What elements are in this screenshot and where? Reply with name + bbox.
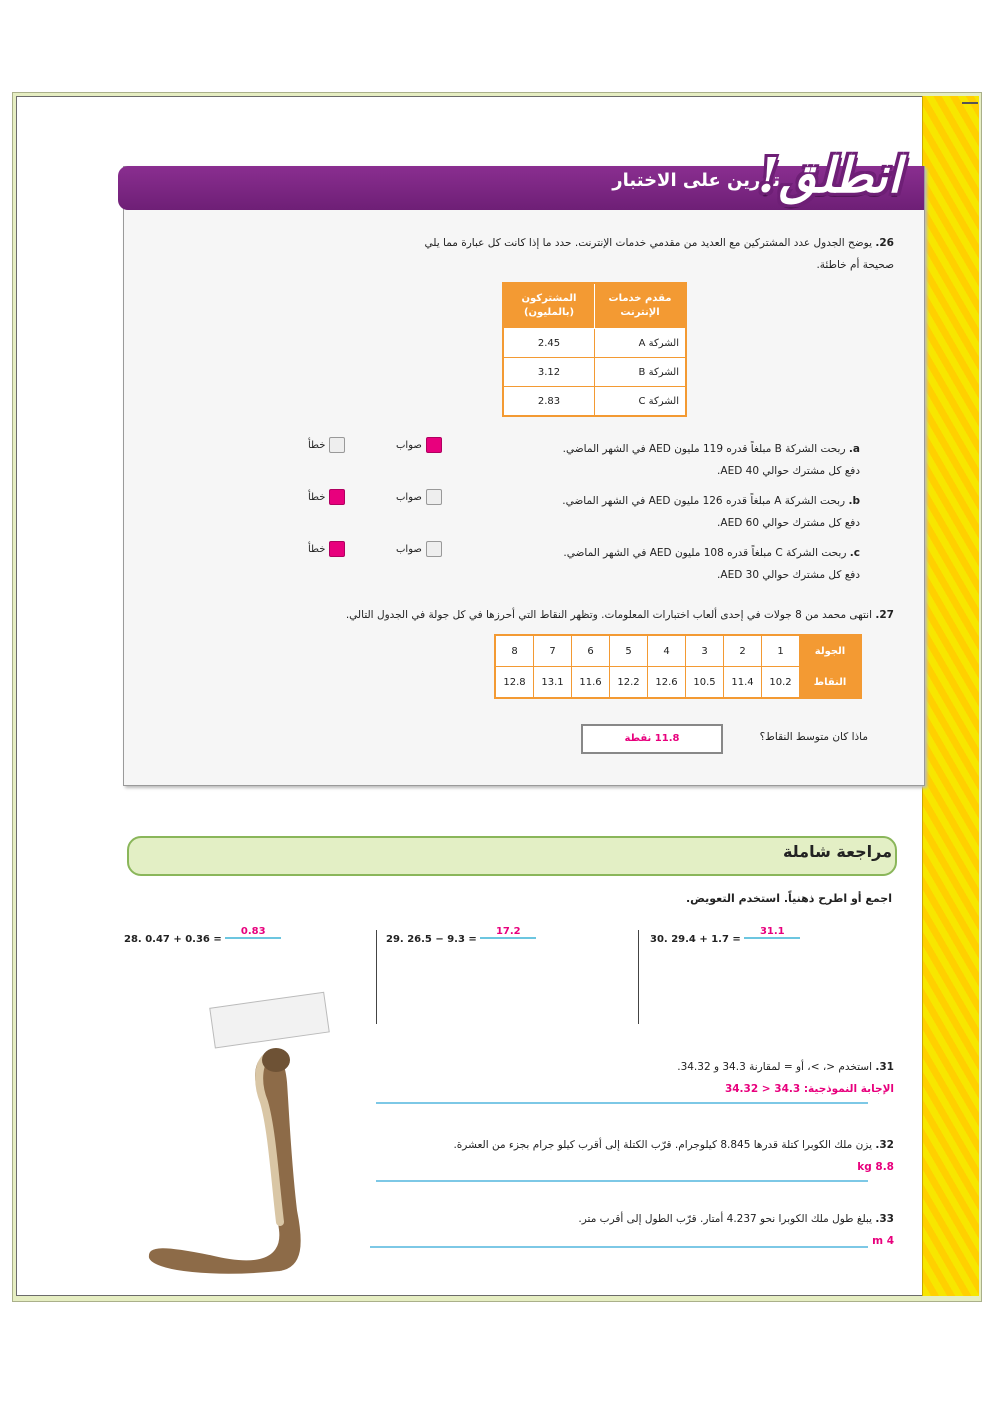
points-cell: 12.2 <box>610 667 648 699</box>
statement-a-line1: ربحت الشركة B مبلغاً قدره 119 مليون AED في الشهر الماضي. <box>562 443 846 455</box>
q29-answer[interactable]: 17.2 <box>480 926 536 939</box>
statement-c-letter: c. <box>849 547 860 559</box>
q27-number: 27. <box>875 609 894 621</box>
review-title: مراجعة شاملة <box>782 842 892 861</box>
table-row <box>503 329 686 358</box>
cell-value: 2.45 <box>503 329 595 358</box>
points-cell: 10.5 <box>686 667 724 699</box>
q27-body: انتهى محمد من 8 جولات في إحدى ألعاب اختبارات المعلومات. وتظهر النقاط التي أحرزها في كل جولة في الجدول التالي. <box>345 609 873 621</box>
exercise-31 <box>394 1056 894 1100</box>
round-cell: 3 <box>686 635 724 667</box>
points-cell: 10.2 <box>762 667 800 699</box>
points-cell: 13.1 <box>534 667 572 699</box>
review-header <box>127 836 897 876</box>
cell-company: الشركة A <box>595 329 687 358</box>
checkbox-checked[interactable] <box>329 541 345 557</box>
answer-line <box>370 1246 868 1248</box>
q26-line1: يوضح الجدول عدد المشتركين مع العديد من مقدمي خدمات الإنترنت. حدد ما إذا كانت كل عبارة مما يلي <box>424 237 873 249</box>
q28-number: 28. <box>124 934 142 945</box>
checkbox-checked[interactable] <box>426 437 442 453</box>
q26-line2: صحيحة أم خاطئة. <box>816 259 894 271</box>
cell-value: 2.83 <box>503 387 595 417</box>
false-label: خطأ <box>308 491 326 503</box>
exercise-30 <box>650 926 800 947</box>
round-cell: 8 <box>495 635 534 667</box>
q28-answer[interactable]: 0.83 <box>225 926 281 939</box>
table-row-points <box>495 667 861 699</box>
exercise-28 <box>124 926 281 947</box>
true-label: صواب <box>396 491 422 503</box>
q33-text: يبلغ طول ملك الكوبرا نحو 4.237 أمتار. قرّب الطول إلى أقرب متر. <box>578 1213 873 1225</box>
checkbox-unchecked[interactable] <box>426 489 442 505</box>
q26-text <box>114 232 894 276</box>
q32-text: يزن ملك الكوبرا كتلة قدرها 8.845 كيلوجرام. قرّب الكتلة إلى أقرب كيلو جرام بجزء من العشرة. <box>453 1139 873 1151</box>
round-cell: 5 <box>610 635 648 667</box>
paper-tag <box>210 992 329 1048</box>
exercise-29 <box>386 926 536 947</box>
q33-number: 33. <box>875 1213 894 1225</box>
statement-a <box>480 438 860 482</box>
q28-expr: 0.47 + 0.36 = <box>145 934 222 945</box>
statement-c-true[interactable] <box>396 541 442 557</box>
statement-b-true[interactable] <box>396 489 442 505</box>
divider <box>376 930 377 1024</box>
statement-b <box>480 490 860 534</box>
q29-number: 29. <box>386 934 404 945</box>
statement-b-false[interactable] <box>308 489 345 505</box>
cell-value: 3.12 <box>503 358 595 387</box>
cobra-illustration <box>130 990 330 1290</box>
answer-line <box>376 1180 868 1182</box>
col-subscribers: المشتركون (بالمليون) <box>503 283 595 329</box>
rounds-table <box>494 634 862 699</box>
points-header: النقاط <box>800 667 862 699</box>
round-cell: 2 <box>724 635 762 667</box>
copyright-margin-note <box>40 1000 52 1260</box>
round-header: الجولة <box>800 635 862 667</box>
cell-company: الشركة C <box>595 387 687 417</box>
col-provider: مقدم خدمات الإنترنت <box>595 283 687 329</box>
q31-text: استخدم <، >، أو = لمقارنة 34.3 و 34.32. <box>677 1061 873 1073</box>
points-cell: 11.4 <box>724 667 762 699</box>
checkbox-checked[interactable] <box>329 489 345 505</box>
false-label: خطأ <box>308 439 326 451</box>
q30-answer[interactable]: 31.1 <box>744 926 800 939</box>
q32-answer[interactable]: 8.8 kg <box>857 1161 894 1173</box>
q30-number: 30. <box>650 934 668 945</box>
q30-expr: 29.4 + 1.7 = <box>671 934 741 945</box>
round-cell: 4 <box>648 635 686 667</box>
round-cell: 6 <box>572 635 610 667</box>
table-row-rounds <box>495 635 861 667</box>
points-cell: 12.6 <box>648 667 686 699</box>
checkbox-unchecked[interactable] <box>426 541 442 557</box>
q27-text <box>114 604 894 626</box>
q31-number: 31. <box>875 1061 894 1073</box>
cell-company: الشركة B <box>595 358 687 387</box>
review-instruction: اجمع أو اطرح ذهنياً. استخدم التعويض. <box>685 892 892 905</box>
statement-c <box>480 542 860 586</box>
side-stripe <box>922 96 979 1296</box>
q32-number: 32. <box>875 1139 894 1151</box>
false-label: خطأ <box>308 543 326 555</box>
true-label: صواب <box>396 543 422 555</box>
exercise-32 <box>354 1134 894 1178</box>
q31-answer[interactable]: الإجابة النموذجية: 34.3 < 34.32 <box>724 1083 894 1095</box>
statement-a-letter: a. <box>848 443 860 455</box>
isp-table <box>502 282 687 417</box>
q29-expr: 26.5 − 9.3 = <box>407 934 477 945</box>
statement-c-line2: دفع كل مشترك حوالي 30 AED. <box>717 569 860 581</box>
statement-b-line1: ربحت الشركة A مبلغاً قدره 126 مليون AED في الشهر الماضي. <box>562 495 846 507</box>
banner-title: تمرين على الاختبار <box>612 170 780 191</box>
statement-a-line2: دفع كل مشترك حوالي 40 AED. <box>717 465 860 477</box>
checkbox-unchecked[interactable] <box>329 437 345 453</box>
round-cell: 7 <box>534 635 572 667</box>
logo-lettering: انطلق! <box>757 148 902 204</box>
statement-a-true[interactable] <box>396 437 442 453</box>
table-row <box>503 358 686 387</box>
divider <box>638 930 639 1024</box>
stripe-mark <box>962 102 978 104</box>
statement-c-false[interactable] <box>308 541 345 557</box>
q26-number: 26. <box>875 237 894 249</box>
q27-answer-box[interactable]: 11.8 نقطة <box>581 724 723 754</box>
statement-c-line1: ربحت الشركة C مبلغاً قدره 108 مليون AED في الشهر الماضي. <box>563 547 847 559</box>
statement-b-letter: b. <box>848 495 860 507</box>
true-label: صواب <box>396 439 422 451</box>
round-cell: 1 <box>762 635 800 667</box>
statement-b-line2: دفع كل مشترك حوالي 60 AED. <box>717 517 860 529</box>
cobra-head <box>262 1048 290 1072</box>
points-cell: 12.8 <box>495 667 534 699</box>
table-row <box>503 387 686 417</box>
points-cell: 11.6 <box>572 667 610 699</box>
answer-line <box>376 1102 868 1104</box>
statement-a-false[interactable] <box>308 437 345 453</box>
q33-answer[interactable]: 4 m <box>872 1235 894 1247</box>
q27-question: ماذا كان متوسط النقاط؟ <box>759 731 868 743</box>
